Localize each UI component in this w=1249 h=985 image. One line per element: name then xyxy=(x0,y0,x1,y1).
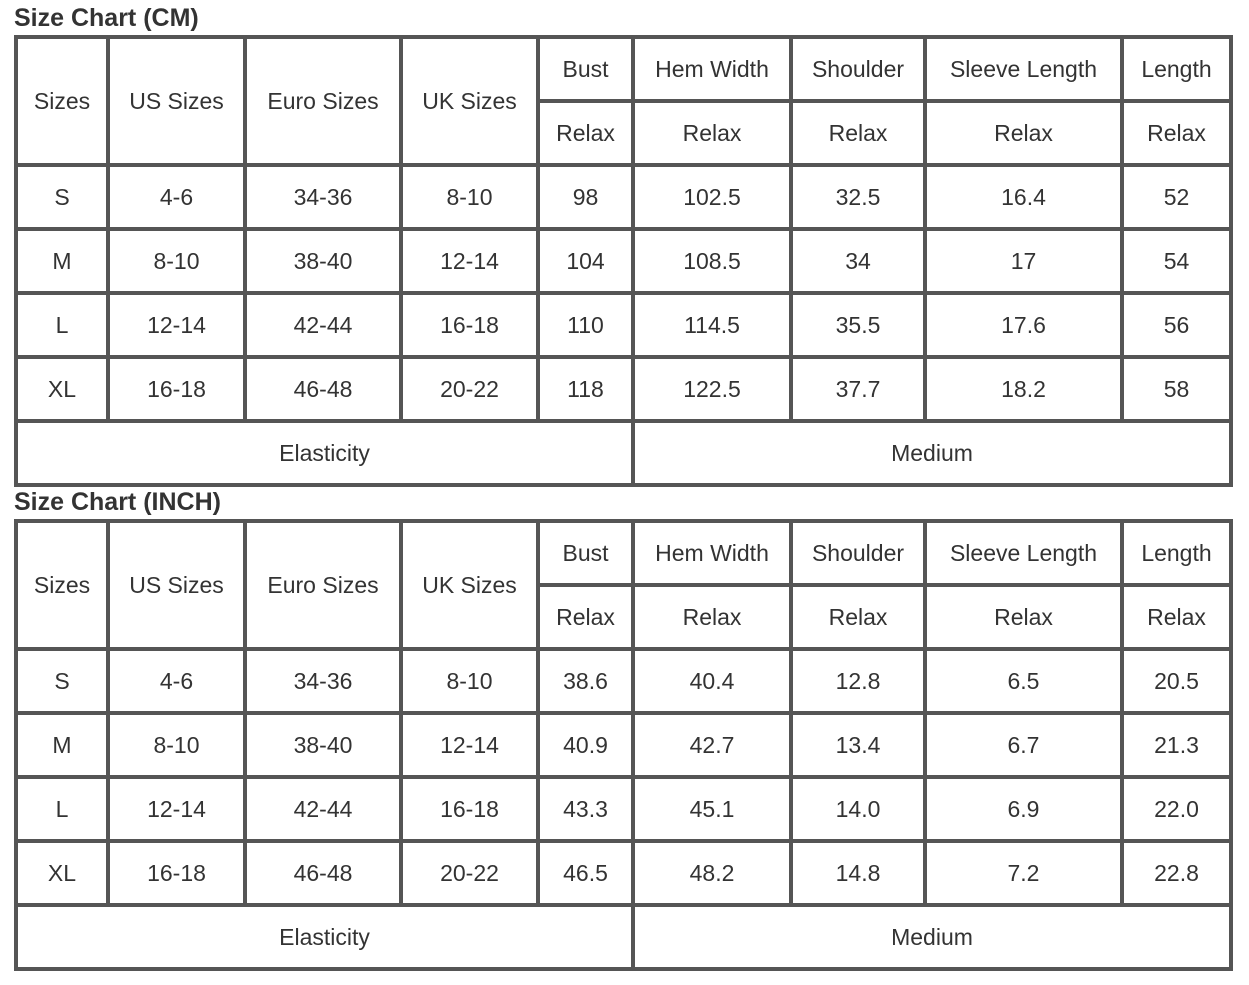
header-sleeve-length: Sleeve Length xyxy=(925,37,1122,101)
subheader-relax: Relax xyxy=(925,101,1122,165)
size-chart-inch-table xyxy=(14,519,1233,971)
cell-length: 22.0 xyxy=(1122,777,1231,841)
cell-bust: 104 xyxy=(538,229,633,293)
cell-us: 12-14 xyxy=(108,777,245,841)
cell-euro: 42-44 xyxy=(245,293,401,357)
cell-us: 8-10 xyxy=(108,229,245,293)
header-us-sizes: US Sizes xyxy=(108,521,245,649)
header-uk-sizes: UK Sizes xyxy=(401,37,538,165)
header-euro-sizes: Euro Sizes xyxy=(245,521,401,649)
cell-bust: 110 xyxy=(538,293,633,357)
header-row xyxy=(16,37,1231,101)
table-row xyxy=(16,841,1231,905)
cell-euro: 38-40 xyxy=(245,713,401,777)
cell-uk: 12-14 xyxy=(401,713,538,777)
elasticity-row xyxy=(16,421,1231,485)
cell-euro: 42-44 xyxy=(245,777,401,841)
header-sizes: Sizes xyxy=(16,37,108,165)
cell-euro: 46-48 xyxy=(245,357,401,421)
cell-euro: 46-48 xyxy=(245,841,401,905)
table-row xyxy=(16,165,1231,229)
subheader-relax: Relax xyxy=(1122,101,1231,165)
cell-length: 56 xyxy=(1122,293,1231,357)
cell-size: S xyxy=(16,165,108,229)
cell-sleeve: 6.7 xyxy=(925,713,1122,777)
cell-hem: 122.5 xyxy=(633,357,791,421)
cell-hem: 40.4 xyxy=(633,649,791,713)
table-row xyxy=(16,229,1231,293)
cell-us: 8-10 xyxy=(108,713,245,777)
cell-uk: 8-10 xyxy=(401,649,538,713)
cell-bust: 40.9 xyxy=(538,713,633,777)
cell-shoulder: 12.8 xyxy=(791,649,925,713)
cell-hem: 45.1 xyxy=(633,777,791,841)
cell-size: M xyxy=(16,229,108,293)
cell-length: 58 xyxy=(1122,357,1231,421)
header-us-sizes: US Sizes xyxy=(108,37,245,165)
cell-size: L xyxy=(16,293,108,357)
cell-size: L xyxy=(16,777,108,841)
cell-us: 12-14 xyxy=(108,293,245,357)
cell-uk: 16-18 xyxy=(401,293,538,357)
cell-size: XL xyxy=(16,357,108,421)
cell-bust: 98 xyxy=(538,165,633,229)
cell-uk: 16-18 xyxy=(401,777,538,841)
cell-uk: 20-22 xyxy=(401,841,538,905)
table-row xyxy=(16,713,1231,777)
cell-sleeve: 17 xyxy=(925,229,1122,293)
cell-bust: 118 xyxy=(538,357,633,421)
cell-us: 16-18 xyxy=(108,841,245,905)
header-bust: Bust xyxy=(538,521,633,585)
elasticity-label: Elasticity xyxy=(16,421,633,485)
subheader-relax: Relax xyxy=(538,585,633,649)
cell-shoulder: 13.4 xyxy=(791,713,925,777)
elasticity-value: Medium xyxy=(633,421,1231,485)
header-sleeve-length: Sleeve Length xyxy=(925,521,1122,585)
header-bust: Bust xyxy=(538,37,633,101)
cell-uk: 20-22 xyxy=(401,357,538,421)
elasticity-row xyxy=(16,905,1231,969)
header-sizes: Sizes xyxy=(16,521,108,649)
subheader-relax: Relax xyxy=(791,101,925,165)
cell-shoulder: 14.0 xyxy=(791,777,925,841)
subheader-relax: Relax xyxy=(538,101,633,165)
subheader-relax: Relax xyxy=(633,585,791,649)
cell-shoulder: 14.8 xyxy=(791,841,925,905)
cell-size: S xyxy=(16,649,108,713)
cell-sleeve: 16.4 xyxy=(925,165,1122,229)
cell-sleeve: 6.5 xyxy=(925,649,1122,713)
header-hem-width: Hem Width xyxy=(633,37,791,101)
cell-hem: 42.7 xyxy=(633,713,791,777)
size-chart-cm-table xyxy=(14,35,1233,487)
cell-uk: 12-14 xyxy=(401,229,538,293)
subheader-relax: Relax xyxy=(791,585,925,649)
size-chart-cm-title: Size Chart (CM) xyxy=(14,4,199,32)
cell-us: 4-6 xyxy=(108,165,245,229)
cell-length: 54 xyxy=(1122,229,1231,293)
cell-size: XL xyxy=(16,841,108,905)
subheader-relax: Relax xyxy=(633,101,791,165)
header-row xyxy=(16,521,1231,585)
cell-length: 20.5 xyxy=(1122,649,1231,713)
elasticity-label: Elasticity xyxy=(16,905,633,969)
cell-shoulder: 32.5 xyxy=(791,165,925,229)
cell-sleeve: 6.9 xyxy=(925,777,1122,841)
cell-hem: 48.2 xyxy=(633,841,791,905)
table-row xyxy=(16,357,1231,421)
header-shoulder: Shoulder xyxy=(791,521,925,585)
cell-euro: 38-40 xyxy=(245,229,401,293)
cell-length: 52 xyxy=(1122,165,1231,229)
subheader-relax: Relax xyxy=(925,585,1122,649)
cell-euro: 34-36 xyxy=(245,649,401,713)
header-hem-width: Hem Width xyxy=(633,521,791,585)
cell-hem: 108.5 xyxy=(633,229,791,293)
cell-uk: 8-10 xyxy=(401,165,538,229)
cell-sleeve: 18.2 xyxy=(925,357,1122,421)
header-euro-sizes: Euro Sizes xyxy=(245,37,401,165)
cell-size: M xyxy=(16,713,108,777)
cell-sleeve: 17.6 xyxy=(925,293,1122,357)
table-row xyxy=(16,777,1231,841)
cell-shoulder: 34 xyxy=(791,229,925,293)
table-row xyxy=(16,649,1231,713)
cell-hem: 102.5 xyxy=(633,165,791,229)
header-length: Length xyxy=(1122,37,1231,101)
subheader-relax: Relax xyxy=(1122,585,1231,649)
cell-shoulder: 35.5 xyxy=(791,293,925,357)
header-length: Length xyxy=(1122,521,1231,585)
cell-length: 22.8 xyxy=(1122,841,1231,905)
cell-sleeve: 7.2 xyxy=(925,841,1122,905)
cell-hem: 114.5 xyxy=(633,293,791,357)
cell-euro: 34-36 xyxy=(245,165,401,229)
size-chart-inch-title: Size Chart (INCH) xyxy=(14,488,221,516)
cell-shoulder: 37.7 xyxy=(791,357,925,421)
elasticity-value: Medium xyxy=(633,905,1231,969)
table-row xyxy=(16,293,1231,357)
cell-length: 21.3 xyxy=(1122,713,1231,777)
cell-us: 4-6 xyxy=(108,649,245,713)
cell-bust: 46.5 xyxy=(538,841,633,905)
header-uk-sizes: UK Sizes xyxy=(401,521,538,649)
cell-us: 16-18 xyxy=(108,357,245,421)
header-shoulder: Shoulder xyxy=(791,37,925,101)
cell-bust: 43.3 xyxy=(538,777,633,841)
cell-bust: 38.6 xyxy=(538,649,633,713)
